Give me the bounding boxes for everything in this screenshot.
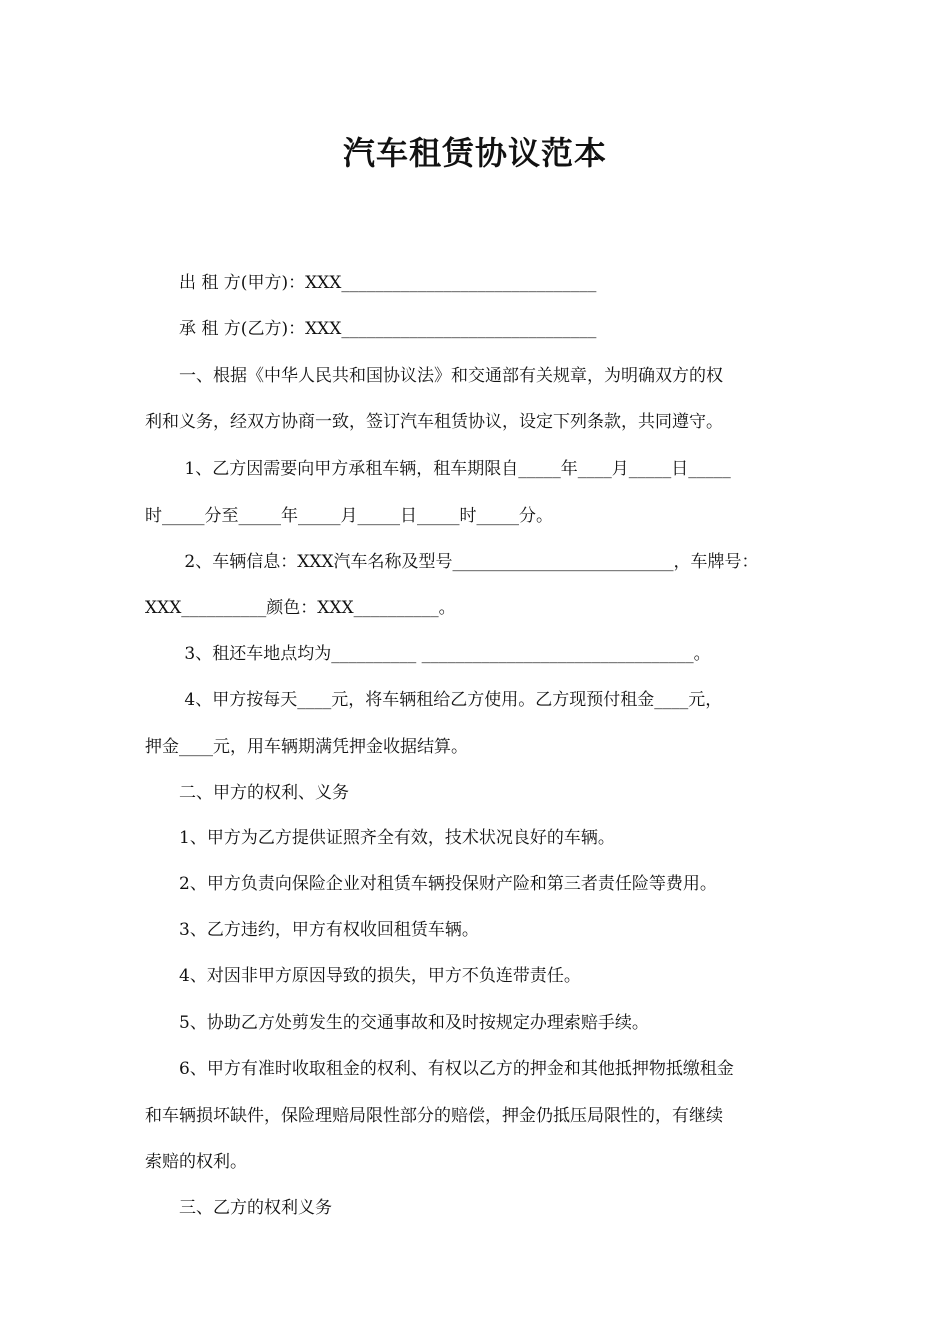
section3-heading: 三、乙方的权利义务 <box>145 1198 332 1218</box>
section1-paragraph-line1: 一、根据《中华人民共和国协议法》和交通部有关规章，为明确双方的权 <box>145 366 723 386</box>
clause4-line1: 4、甲方按每天____元，将车辆租给乙方使用。乙方现预付租金____元， <box>145 690 723 710</box>
clause4-line2: 押金____元，用车辆期满凭押金收据结算。 <box>145 737 468 757</box>
section2-item6-line1: 6、甲方有准时收取租金的权利、有权以乙方的押金和其他抵押物抵缴租金 <box>145 1059 734 1079</box>
section2-heading: 二、甲方的权利、义务 <box>145 783 349 803</box>
clause1-line1: 1、乙方因需要向甲方承租车辆，租车期限自_____年____月_____日_____ <box>145 459 731 479</box>
section2-item5: 5、协助乙方处剪发生的交通事故和及时按规定办理索赔手续。 <box>145 1013 649 1033</box>
section2-item6-line3: 索赔的权利。 <box>145 1152 247 1172</box>
section2-item4: 4、对因非甲方原因导致的损失，甲方不负连带责任。 <box>145 966 581 986</box>
section2-item1: 1、甲方为乙方提供证照齐全有效，技术状况良好的车辆。 <box>145 828 615 848</box>
clause3-line: 3、租还车地点均为__________ ________________________________。 <box>145 644 711 664</box>
clause2-line1: 2、车辆信息：XXX汽车名称及型号__________________________，车牌号： <box>145 552 759 572</box>
lessor-line: 出 租 方(甲方)：XXX______________________________ <box>145 273 597 293</box>
document-title: 汽车租赁协议范本 <box>342 134 607 172</box>
clause2-line2: XXX__________颜色：XXX__________。 <box>145 598 456 618</box>
section2-item3: 3、乙方违约，甲方有权收回租赁车辆。 <box>145 920 479 940</box>
section2-item6-line2: 和车辆损坏缺件，保险理赔局限性部分的赔偿，押金仍抵压局限性的，有继续 <box>145 1106 723 1126</box>
clause1-line2: 时_____分至_____年_____月_____日_____时_____分。 <box>145 506 553 526</box>
section1-paragraph-line2: 利和义务，经双方协商一致，签订汽车租赁协议，设定下列条款，共同遵守。 <box>145 412 723 432</box>
lessee-line: 承 租 方(乙方)：XXX______________________________ <box>145 319 597 339</box>
section2-item2: 2、甲方负责向保险企业对租赁车辆投保财产险和第三者责任险等费用。 <box>145 874 717 894</box>
